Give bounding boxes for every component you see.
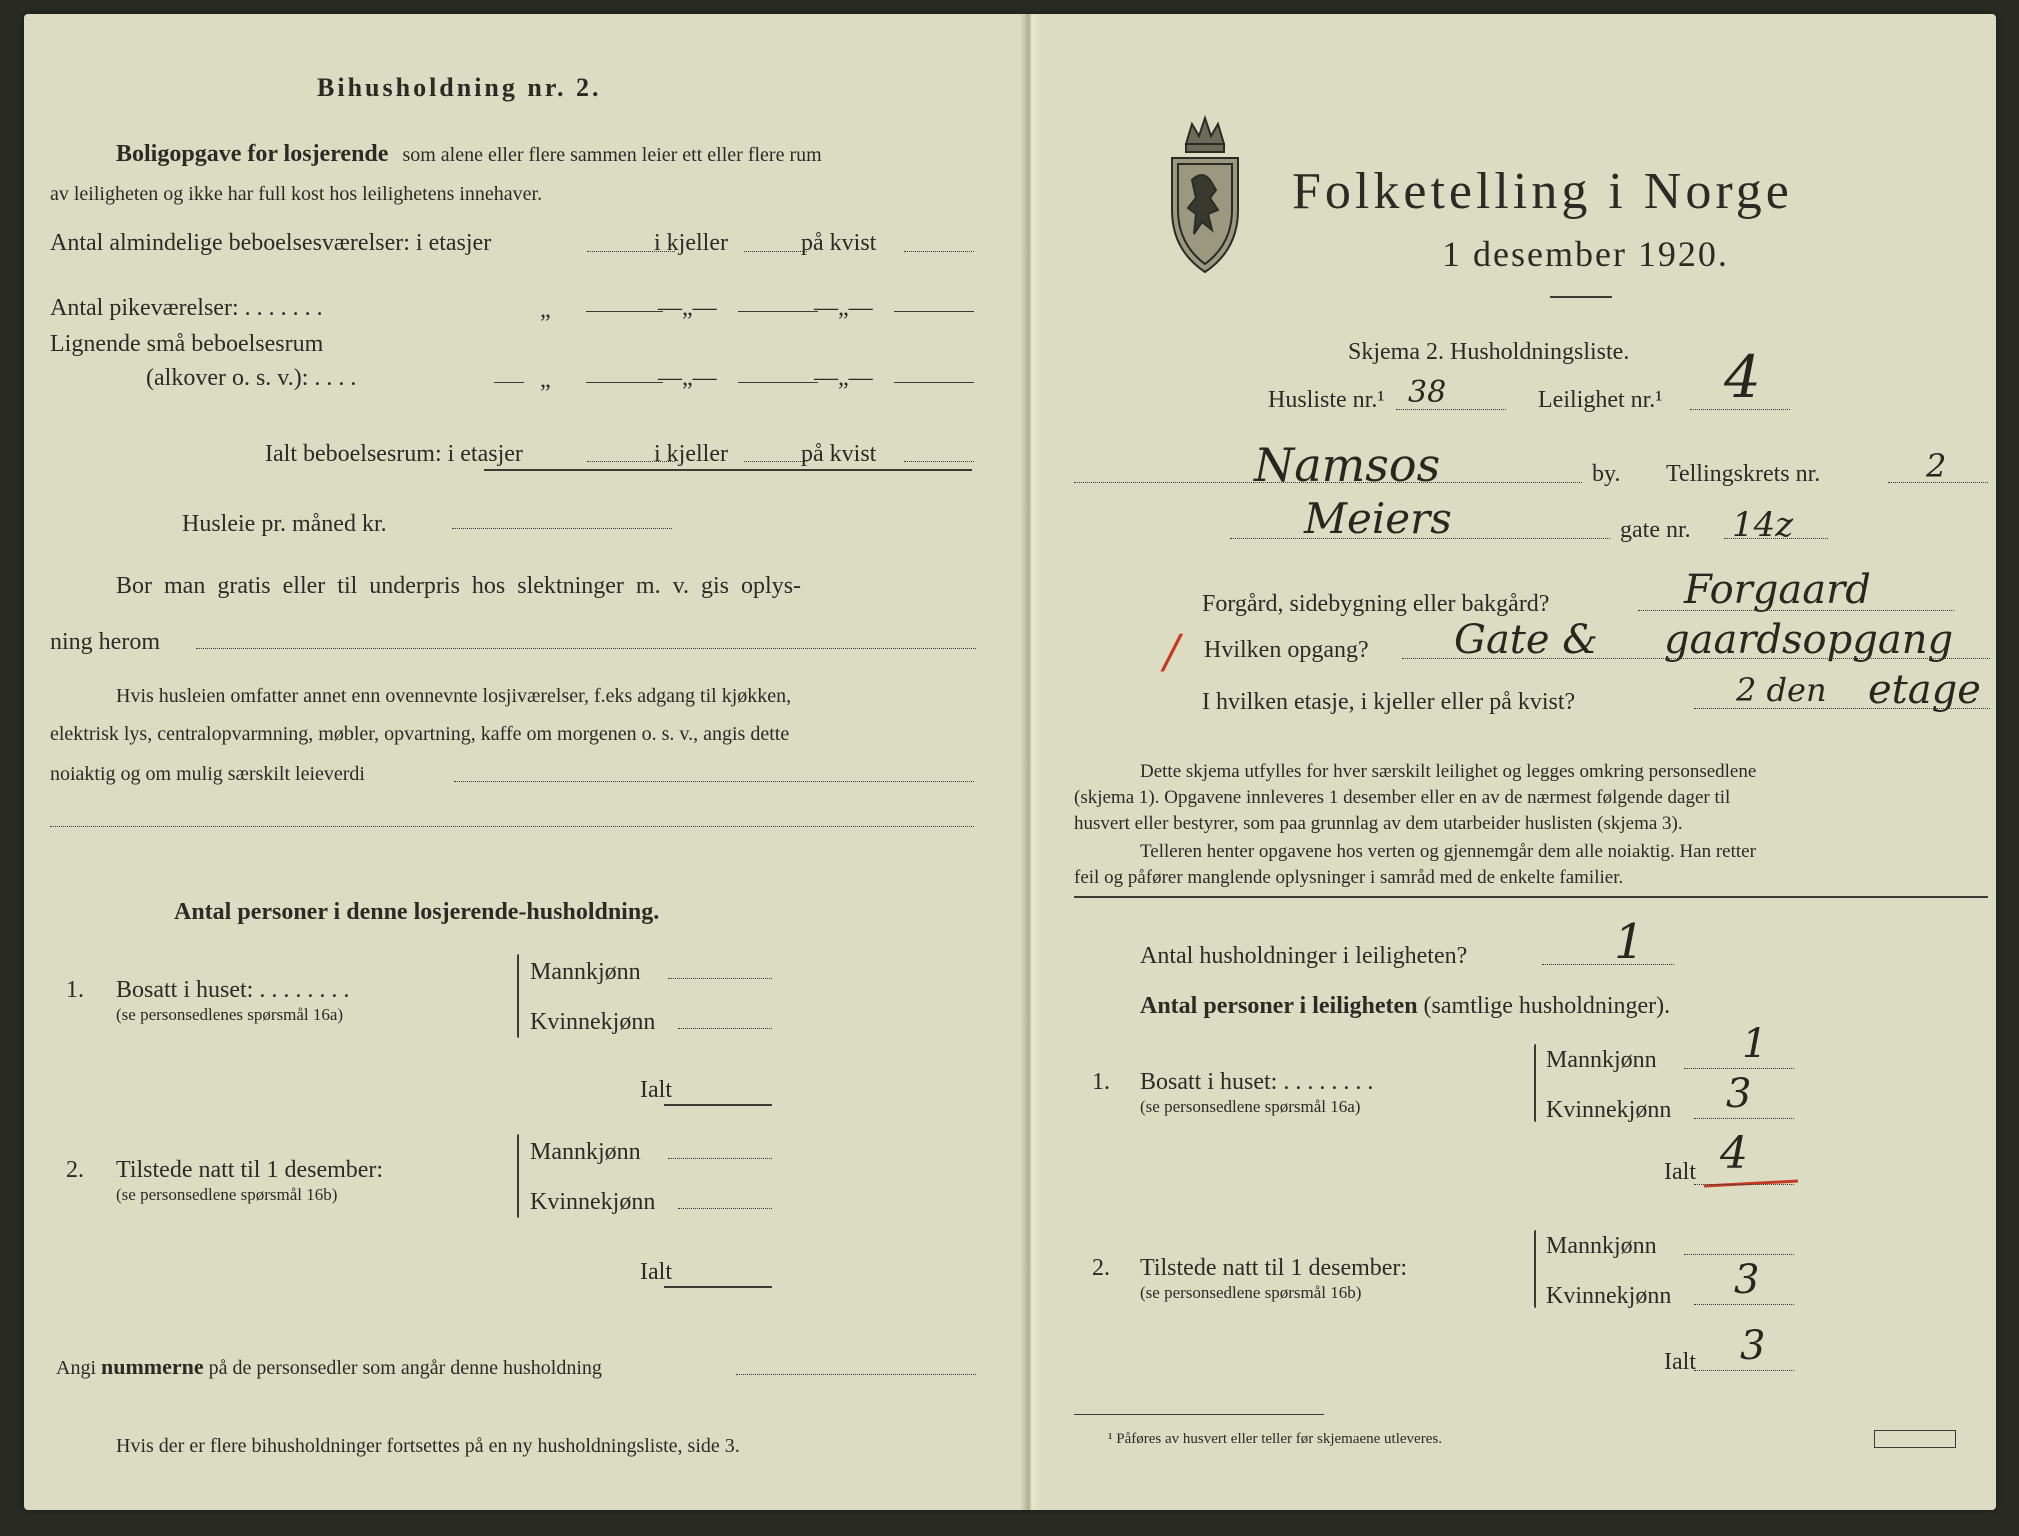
rooms-kvist-label: på kvist [801, 230, 877, 256]
right-q1-mann-value[interactable]: 1 [1742, 1021, 1768, 1067]
alkover-lead [494, 382, 524, 383]
leieverdi-field-2[interactable] [50, 826, 974, 827]
census-date: 1 desember 1920. [1442, 234, 1729, 274]
gate-nr-field [1724, 538, 1828, 539]
opgang-field [1402, 658, 1990, 659]
gate-field [1230, 538, 1610, 539]
skjema-label: Skjema 2. Husholdningsliste. [1348, 339, 1630, 365]
opgang-check-mark: / [1164, 624, 1180, 678]
right-q2-kvinne-field [1694, 1304, 1794, 1305]
husliste-value[interactable]: 38 [1408, 375, 1447, 410]
right-q2-label: Tilstede natt til 1 desember: [1140, 1255, 1408, 1281]
ialt-kjeller-field[interactable] [744, 461, 807, 462]
leilighet-field [1690, 409, 1790, 410]
tellingskrets-field [1888, 482, 1988, 483]
left-title: Bihusholdning nr. 2. [317, 73, 602, 102]
pike-etasjer-field[interactable] [586, 311, 663, 312]
etasje-value-2[interactable]: etage [1868, 667, 1981, 713]
footnote-rule [1074, 1414, 1324, 1415]
right-q1-mann-label: Mannkjønn [1546, 1047, 1657, 1073]
intro-line-1: Boligopgave for losjerende som alene eller flere sammen leier ett eller flere rum [116, 141, 822, 167]
tellingskrets-value[interactable]: 2 [1926, 447, 1947, 485]
husholdninger-value[interactable]: 1 [1614, 914, 1645, 970]
right-q2-mann-field[interactable] [1684, 1254, 1794, 1255]
instruction-line-5: feil og påfører manglende oplysninger i samråd med de enkelte familier. [1074, 867, 1624, 888]
right-q1-num: 1. [1092, 1069, 1110, 1095]
right-q2-num: 2. [1092, 1255, 1110, 1281]
left-q2-kvinne-label: Kvinnekjønn [530, 1189, 656, 1215]
gratis-field[interactable] [196, 648, 976, 649]
right-q1-label: Bosatt i huset: . . . . . . . . [1140, 1069, 1374, 1095]
alkover-kjeller-field[interactable] [738, 382, 818, 383]
alkover-label: (alkover o. s. v.): . . . . [146, 365, 357, 391]
right-title: Folketelling i Norge [1292, 163, 1793, 220]
left-q1-sub: (se personsedlenes spørsmål 16a) [116, 1005, 344, 1024]
leieverdi-field[interactable] [454, 781, 974, 782]
left-q2-sub: (se personsedlene spørsmål 16b) [116, 1185, 338, 1204]
page-fold [1020, 14, 1040, 1510]
left-q2-num: 2. [66, 1157, 84, 1183]
forgaard-label: Forgård, sidebygning eller bakgård? [1202, 591, 1550, 617]
instruction-line-1: Dette skjema utfylles for hver særskilt leilighet og legges omkring personsedlene [1140, 761, 1757, 782]
left-q1-kvinne-field[interactable] [678, 1028, 772, 1029]
opgang-value[interactable]: Gate & [1454, 617, 1598, 663]
alkover-kvist-field[interactable] [894, 382, 974, 383]
gate-label: gate nr. [1620, 517, 1691, 543]
rooms-kvist-field[interactable] [904, 251, 974, 252]
alkover-etasjer-field[interactable] [586, 382, 663, 383]
gate-value[interactable]: Meiers [1304, 494, 1452, 543]
husleie-label: Husleie pr. måned kr. [182, 511, 387, 537]
extra-line-1: Hvis husleien omfatter annet enn ovennevnte losjiværelser, f.eks adgang til kjøkken, [116, 685, 792, 707]
etasje-field [1694, 708, 1990, 709]
left-q2-ialt-label: Ialt [640, 1259, 672, 1285]
left-q1-ialt-label: Ialt [640, 1077, 672, 1103]
right-persons-heading: Antal personer i leiligheten (samtlige husholdninger). [1140, 993, 1671, 1019]
rooms-kjeller-label: i kjeller [654, 230, 728, 256]
right-q1-sub: (se personsedlene spørsmål 16a) [1140, 1097, 1361, 1116]
left-q1-mann-label: Mannkjønn [530, 959, 641, 985]
lignende-label: Lignende små beboelsesrum [50, 331, 324, 357]
ialt-rooms-label: Ialt beboelsesrum: i etasjer [265, 441, 523, 467]
ialt-rule [484, 469, 972, 471]
right-q1-ialt-label: Ialt [1664, 1159, 1696, 1185]
gratis-line-1: Bor man gratis eller til underpris hos slektninger m. v. gis oplys- [116, 573, 802, 599]
alkover-ditto-1: „ [540, 367, 551, 393]
left-q1-kvinne-label: Kvinnekjønn [530, 1009, 656, 1035]
ialt-kjeller-label: i kjeller [654, 441, 728, 467]
leilighet-label: Leilighet nr.¹ [1538, 387, 1663, 413]
right-q1-ialt-value[interactable]: 4 [1720, 1128, 1748, 1179]
gratis-line-2: ning herom [50, 629, 160, 655]
norwegian-lion-coat-of-arms-icon [1166, 110, 1244, 278]
left-q2-mann-field[interactable] [668, 1158, 772, 1159]
rooms-label: Antal almindelige beboelsesværelser: i etasjer [50, 230, 492, 256]
right-q1-brace [1534, 1044, 1536, 1122]
pike-label: Antal pikeværelser: . . . . . . . [50, 295, 323, 321]
right-q1-kvinne-label: Kvinnekjønn [1546, 1097, 1672, 1123]
pike-ditto-2: —„— [658, 295, 717, 321]
left-footer: Hvis der er flere bihusholdninger fortsettes på en ny husholdningsliste, side 3. [116, 1435, 740, 1457]
left-q2-kvinne-field[interactable] [678, 1208, 772, 1209]
by-field [1074, 482, 1582, 483]
right-q1-kvinne-field [1694, 1118, 1794, 1119]
opgang-value-2[interactable]: gaardsopgang [1664, 617, 1954, 663]
left-q1-mann-field[interactable] [668, 978, 772, 979]
printer-mark [1874, 1430, 1956, 1448]
right-q2-ialt-label: Ialt [1664, 1349, 1696, 1375]
extra-line-2: elektrisk lys, centralopvarmning, møbler, opvartning, kaffe om morgenen o. s. v., angis dette [50, 723, 790, 745]
instruction-line-4: Telleren henter opgavene hos verten og gjennemgår dem alle noiaktig. Han retter [1140, 841, 1756, 862]
date-rule [1550, 296, 1612, 298]
opgang-label: Hvilken opgang? [1204, 637, 1369, 663]
pike-ditto-3: —„— [814, 295, 873, 321]
left-q1-brace [517, 954, 519, 1038]
left-q2-brace [517, 1134, 519, 1218]
right-q1-ialt-field [1694, 1184, 1794, 1185]
instruction-line-2: (skjema 1). Opgavene innleveres 1 desember eller en av de nærmest følgende dager til [1074, 787, 1731, 808]
pike-kvist-field[interactable] [894, 311, 974, 312]
left-q1-ialt-field[interactable] [664, 1104, 772, 1106]
pike-kjeller-field[interactable] [738, 311, 818, 312]
instruction-rule [1074, 896, 1988, 898]
left-q2-ialt-field[interactable] [664, 1286, 772, 1288]
husliste-label: Husliste nr.¹ [1268, 387, 1385, 413]
extra-line-3: noiaktig og om mulig særskilt leieverdi [50, 763, 365, 785]
angi-field[interactable] [736, 1374, 976, 1375]
left-q1-label: Bosatt i huset: . . . . . . . . [116, 977, 350, 1003]
right-q2-mann-label: Mannkjønn [1546, 1233, 1657, 1259]
forgaard-value[interactable]: Forgaard [1684, 567, 1871, 613]
instruction-line-3: husvert eller bestyrer, som paa grunnlag av dem utarbeider huslisten (skjema 3). [1074, 813, 1683, 834]
husleie-field[interactable] [452, 528, 672, 529]
gate-nr-value[interactable]: 14z [1732, 505, 1794, 545]
husliste-field [1396, 409, 1506, 410]
footnote: ¹ Påføres av husvert eller teller før skjemaene utleveres. [1108, 1431, 1442, 1447]
right-q2-kvinne-value[interactable]: 3 [1734, 1257, 1760, 1303]
left-persons-heading: Antal personer i denne losjerende-husholdning. [174, 899, 660, 925]
right-q2-ialt-value[interactable]: 3 [1740, 1323, 1766, 1369]
right-q1-mann-field [1684, 1068, 1794, 1069]
by-value[interactable]: Namsos [1254, 438, 1441, 492]
right-q2-sub: (se personsedlene spørsmål 16b) [1140, 1283, 1362, 1302]
alkover-ditto-3: —„— [814, 365, 873, 391]
right-q2-brace [1534, 1230, 1536, 1308]
left-q2-mann-label: Mannkjønn [530, 1139, 641, 1165]
forgaard-field [1638, 610, 1954, 611]
etasje-value[interactable]: 2 den [1736, 671, 1827, 709]
tellingskrets-label: Tellingskrets nr. [1666, 461, 1821, 487]
leilighet-value[interactable]: 4 [1724, 343, 1761, 411]
by-label: by. [1592, 461, 1621, 487]
right-q2-kvinne-label: Kvinnekjønn [1546, 1283, 1672, 1309]
right-q1-kvinne-value[interactable]: 3 [1726, 1071, 1752, 1117]
pike-ditto-1: „ [540, 297, 551, 323]
left-q2-label: Tilstede natt til 1 desember: [116, 1157, 384, 1183]
husholdninger-label: Antal husholdninger i leiligheten? [1140, 943, 1468, 969]
right-q2-ialt-field [1694, 1370, 1794, 1371]
husholdninger-field [1542, 964, 1674, 965]
ialt-kvist-label: på kvist [801, 441, 877, 467]
census-form-sheet [24, 14, 1996, 1510]
rooms-kjeller-field[interactable] [744, 251, 807, 252]
left-q1-num: 1. [66, 977, 84, 1003]
ialt-kvist-field[interactable] [904, 461, 974, 462]
angi-line: Angi nummerne på de personsedler som angår denne husholdning [56, 1354, 602, 1379]
intro-line-2: av leiligheten og ikke har full kost hos leilighetens innehaver. [50, 183, 543, 205]
etasje-label: I hvilken etasje, i kjeller eller på kvist? [1202, 689, 1576, 715]
alkover-ditto-2: —„— [658, 365, 717, 391]
